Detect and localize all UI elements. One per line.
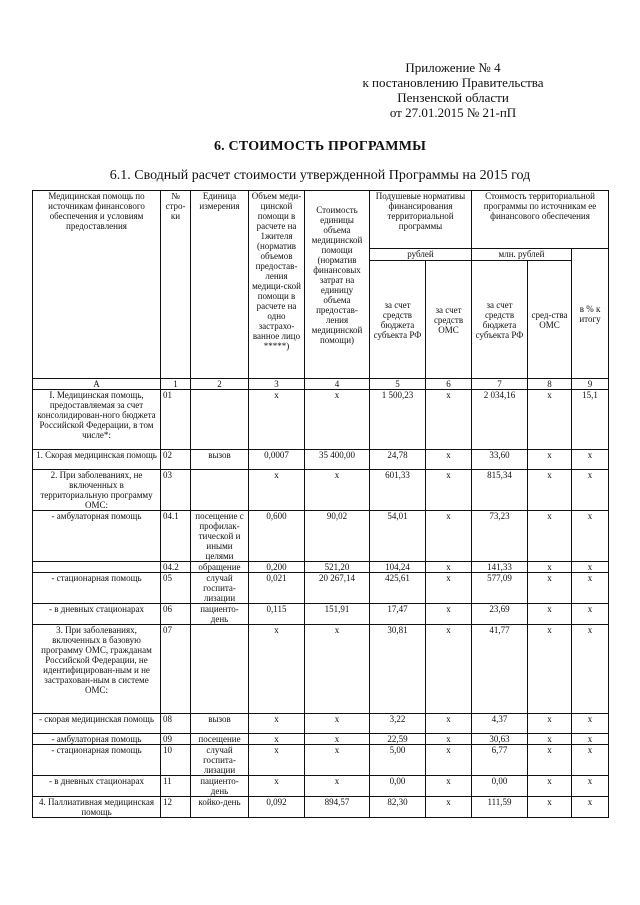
- row-unit: [191, 470, 249, 511]
- appendix-line: от 27.01.2015 № 21-пП: [389, 105, 517, 120]
- row-label: - в дневных стационарах: [33, 604, 161, 625]
- header-col-7: за счет средств бюджета субъекта РФ: [472, 261, 528, 379]
- row-line-number: 10: [161, 745, 191, 776]
- numbering-cell: 4: [305, 379, 370, 390]
- table-row: [33, 714, 609, 734]
- row-oms-per-capita: х: [426, 776, 472, 797]
- appendix-line: к постановлению Правительства: [362, 75, 544, 90]
- row-oms-per-capita: х: [426, 562, 472, 573]
- row-unit-cost: 35 400,00: [305, 450, 370, 470]
- row-budget-per-capita: 425,61: [370, 573, 426, 604]
- row-percent: х: [572, 470, 609, 511]
- row-oms-total: х: [528, 511, 572, 562]
- numbering-cell: 7: [472, 379, 528, 390]
- table-row: [33, 604, 609, 625]
- appendix-line: Пензенской области: [397, 90, 509, 105]
- row-percent: х: [572, 745, 609, 776]
- row-unit: [191, 625, 249, 714]
- row-oms-per-capita: х: [426, 470, 472, 511]
- row-volume: х: [249, 776, 305, 797]
- row-oms-per-capita: х: [426, 511, 472, 562]
- row-budget-total: 33,60: [472, 450, 528, 470]
- header-col-a: Медицинская помощь по источникам финансового обеспечения и условиям предоставления: [33, 191, 161, 379]
- header-group-7-9: Стоимость территориальной программы по источникам ее финансового обеспечения: [472, 191, 609, 249]
- row-volume: 0,092: [249, 797, 305, 818]
- row-label: - в дневных стационарах: [33, 776, 161, 797]
- row-line-number: 11: [161, 776, 191, 797]
- row-budget-total: 41,77: [472, 625, 528, 714]
- row-volume: 0,200: [249, 562, 305, 573]
- numbering-cell: А: [33, 379, 161, 390]
- header-col-9: в % к итогу: [572, 249, 609, 379]
- row-unit: обращение: [191, 562, 249, 573]
- row-budget-per-capita: 54,01: [370, 511, 426, 562]
- row-unit-cost: 521,20: [305, 562, 370, 573]
- row-budget-total: 6,77: [472, 745, 528, 776]
- row-unit-cost: 894,57: [305, 797, 370, 818]
- table-row: [33, 734, 609, 745]
- row-budget-per-capita: 24,78: [370, 450, 426, 470]
- row-percent: х: [572, 573, 609, 604]
- table-row: [33, 562, 609, 573]
- row-budget-total: 2 034,16: [472, 390, 528, 450]
- row-unit: посещение с профилак-тической и иными целями: [191, 511, 249, 562]
- row-percent: х: [572, 714, 609, 734]
- row-volume: х: [249, 470, 305, 511]
- cost-table: [32, 190, 609, 818]
- row-line-number: 08: [161, 714, 191, 734]
- row-label: [33, 562, 161, 573]
- row-budget-per-capita: 82,30: [370, 797, 426, 818]
- row-line-number: 12: [161, 797, 191, 818]
- row-volume: 0,0007: [249, 450, 305, 470]
- row-percent: х: [572, 511, 609, 562]
- row-label: 2. При заболеваниях, не включенных в территориальную программу ОМС:: [33, 470, 161, 511]
- header-col-6: за счет средств ОМС: [426, 261, 472, 379]
- row-oms-per-capita: х: [426, 734, 472, 745]
- row-label: - скорая медицинская помощь: [33, 714, 161, 734]
- row-budget-per-capita: 17,47: [370, 604, 426, 625]
- row-label: 1. Скорая медицинская помощь: [33, 450, 161, 470]
- row-volume: х: [249, 734, 305, 745]
- row-line-number: 01: [161, 390, 191, 450]
- row-percent: х: [572, 562, 609, 573]
- row-percent: х: [572, 797, 609, 818]
- numbering-cell: 3: [249, 379, 305, 390]
- row-budget-total: 577,09: [472, 573, 528, 604]
- row-unit-cost: х: [305, 745, 370, 776]
- row-budget-total: 23,69: [472, 604, 528, 625]
- row-unit-cost: х: [305, 734, 370, 745]
- row-unit: койко-день: [191, 797, 249, 818]
- row-label: - стационарная помощь: [33, 573, 161, 604]
- row-budget-total: 0,00: [472, 776, 528, 797]
- table-row: [33, 625, 609, 714]
- row-oms-total: х: [528, 450, 572, 470]
- row-unit: вызов: [191, 450, 249, 470]
- table-row: [33, 390, 609, 450]
- row-unit: случай госпита-лизации: [191, 745, 249, 776]
- section-title: 6. СТОИМОСТЬ ПРОГРАММЫ: [213, 139, 427, 154]
- header-col-4: Стоимость единицы объема медицинской помощи (норматив финансовых затрат на единицу объема предостав-ления медицинской помощи): [305, 191, 370, 379]
- row-oms-per-capita: х: [426, 573, 472, 604]
- table-row: [33, 776, 609, 797]
- row-budget-total: 141,33: [472, 562, 528, 573]
- row-label: - амбулаторная помощь: [33, 511, 161, 562]
- row-line-number: 04.2: [161, 562, 191, 573]
- numbering-cell: 5: [370, 379, 426, 390]
- row-percent: х: [572, 625, 609, 714]
- row-volume: х: [249, 390, 305, 450]
- numbering-cell: 6: [426, 379, 472, 390]
- row-unit: вызов: [191, 714, 249, 734]
- row-percent: х: [572, 734, 609, 745]
- header-col-2: Единица измерения: [191, 191, 249, 379]
- row-unit: посещение: [191, 734, 249, 745]
- row-oms-total: х: [528, 604, 572, 625]
- row-label: - стационарная помощь: [33, 745, 161, 776]
- header-rub: рублей: [370, 249, 472, 261]
- row-volume: 0,115: [249, 604, 305, 625]
- row-oms-total: х: [528, 470, 572, 511]
- row-percent: 15,1: [572, 390, 609, 450]
- row-oms-total: х: [528, 745, 572, 776]
- row-oms-per-capita: х: [426, 797, 472, 818]
- row-line-number: 07: [161, 625, 191, 714]
- row-unit-cost: х: [305, 625, 370, 714]
- row-budget-per-capita: 1 500,23: [370, 390, 426, 450]
- row-percent: х: [572, 776, 609, 797]
- row-budget-per-capita: 601,33: [370, 470, 426, 511]
- numbering-cell: 9: [572, 379, 609, 390]
- numbering-cell: 1: [161, 379, 191, 390]
- numbering-cell: 8: [528, 379, 572, 390]
- row-budget-total: 4,37: [472, 714, 528, 734]
- header-col-8: сред-ства ОМС: [528, 261, 572, 379]
- row-oms-total: х: [528, 734, 572, 745]
- row-budget-per-capita: 5,00: [370, 745, 426, 776]
- row-unit-cost: х: [305, 776, 370, 797]
- row-unit-cost: 90,02: [305, 511, 370, 562]
- table-row: [33, 511, 609, 562]
- row-volume: х: [249, 714, 305, 734]
- row-percent: х: [572, 450, 609, 470]
- table-row: [33, 573, 609, 604]
- header-mln-rub: млн. рублей: [472, 249, 572, 261]
- row-label: 3. При заболеваниях, включенных в базовую программу ОМС, гражданам Российской Федерации, не идентифицирован-ным и не застрахован-ным в системе ОМС:: [33, 625, 161, 714]
- row-budget-total: 30,63: [472, 734, 528, 745]
- row-line-number: 06: [161, 604, 191, 625]
- table-row: [33, 745, 609, 776]
- header-group-5-6: Подушевые нормативы финансирования территориальной программы: [370, 191, 472, 249]
- row-oms-per-capita: х: [426, 450, 472, 470]
- row-budget-per-capita: 3,22: [370, 714, 426, 734]
- row-oms-total: х: [528, 562, 572, 573]
- row-unit-cost: х: [305, 390, 370, 450]
- row-volume: х: [249, 625, 305, 714]
- row-oms-per-capita: х: [426, 390, 472, 450]
- header-col-5: за счет средств бюджета субъекта РФ: [370, 261, 426, 379]
- row-line-number: 05: [161, 573, 191, 604]
- row-budget-per-capita: 104,24: [370, 562, 426, 573]
- row-line-number: 03: [161, 470, 191, 511]
- row-label: 4. Паллиативная медицинская помощь: [33, 797, 161, 818]
- row-percent: х: [572, 604, 609, 625]
- table-row: [33, 797, 609, 818]
- row-unit: пациенто-день: [191, 776, 249, 797]
- table-body: [33, 390, 609, 818]
- row-line-number: 09: [161, 734, 191, 745]
- row-oms-total: х: [528, 776, 572, 797]
- subsection-title: 6.1. Сводный расчет стоимости утвержденной Программы на 2015 год: [109, 168, 531, 183]
- row-line-number: 02: [161, 450, 191, 470]
- row-budget-per-capita: 30,81: [370, 625, 426, 714]
- row-volume: х: [249, 745, 305, 776]
- row-budget-total: 815,34: [472, 470, 528, 511]
- row-label: - амбулаторная помощь: [33, 734, 161, 745]
- numbering-cell: 2: [191, 379, 249, 390]
- appendix-block: [300, 60, 606, 120]
- header-col-3: Объем меди-цинской помощи в расчете на 1жителя (норматив объемов предостав-ления медици-ской помощи в расчете на одно застрахо-ванное лицо *****): [249, 191, 305, 379]
- row-unit: пациенто-день: [191, 604, 249, 625]
- row-line-number: 04.1: [161, 511, 191, 562]
- table-row: [33, 450, 609, 470]
- table-row: [33, 470, 609, 511]
- row-unit-cost: 20 267,14: [305, 573, 370, 604]
- row-budget-total: 73,23: [472, 511, 528, 562]
- row-volume: 0,021: [249, 573, 305, 604]
- row-volume: 0,600: [249, 511, 305, 562]
- row-oms-total: х: [528, 573, 572, 604]
- row-oms-total: х: [528, 797, 572, 818]
- row-unit: случай госпита-лизации: [191, 573, 249, 604]
- row-unit-cost: 151,91: [305, 604, 370, 625]
- row-oms-per-capita: х: [426, 604, 472, 625]
- row-oms-total: х: [528, 390, 572, 450]
- row-oms-per-capita: х: [426, 714, 472, 734]
- row-oms-per-capita: х: [426, 625, 472, 714]
- row-budget-total: 111,59: [472, 797, 528, 818]
- row-unit-cost: х: [305, 470, 370, 511]
- header-col-1: № стро-ки: [161, 191, 191, 379]
- row-unit: [191, 390, 249, 450]
- appendix-line: Приложение № 4: [405, 60, 501, 75]
- row-budget-per-capita: 22,59: [370, 734, 426, 745]
- row-oms-per-capita: х: [426, 745, 472, 776]
- row-unit-cost: х: [305, 714, 370, 734]
- row-oms-total: х: [528, 714, 572, 734]
- row-budget-per-capita: 0,00: [370, 776, 426, 797]
- row-label: I. Медицинская помощь, предоставляемая за счет консолидирован-ного бюджета Российской Федерации, в том числе*:: [33, 390, 161, 450]
- row-oms-total: х: [528, 625, 572, 714]
